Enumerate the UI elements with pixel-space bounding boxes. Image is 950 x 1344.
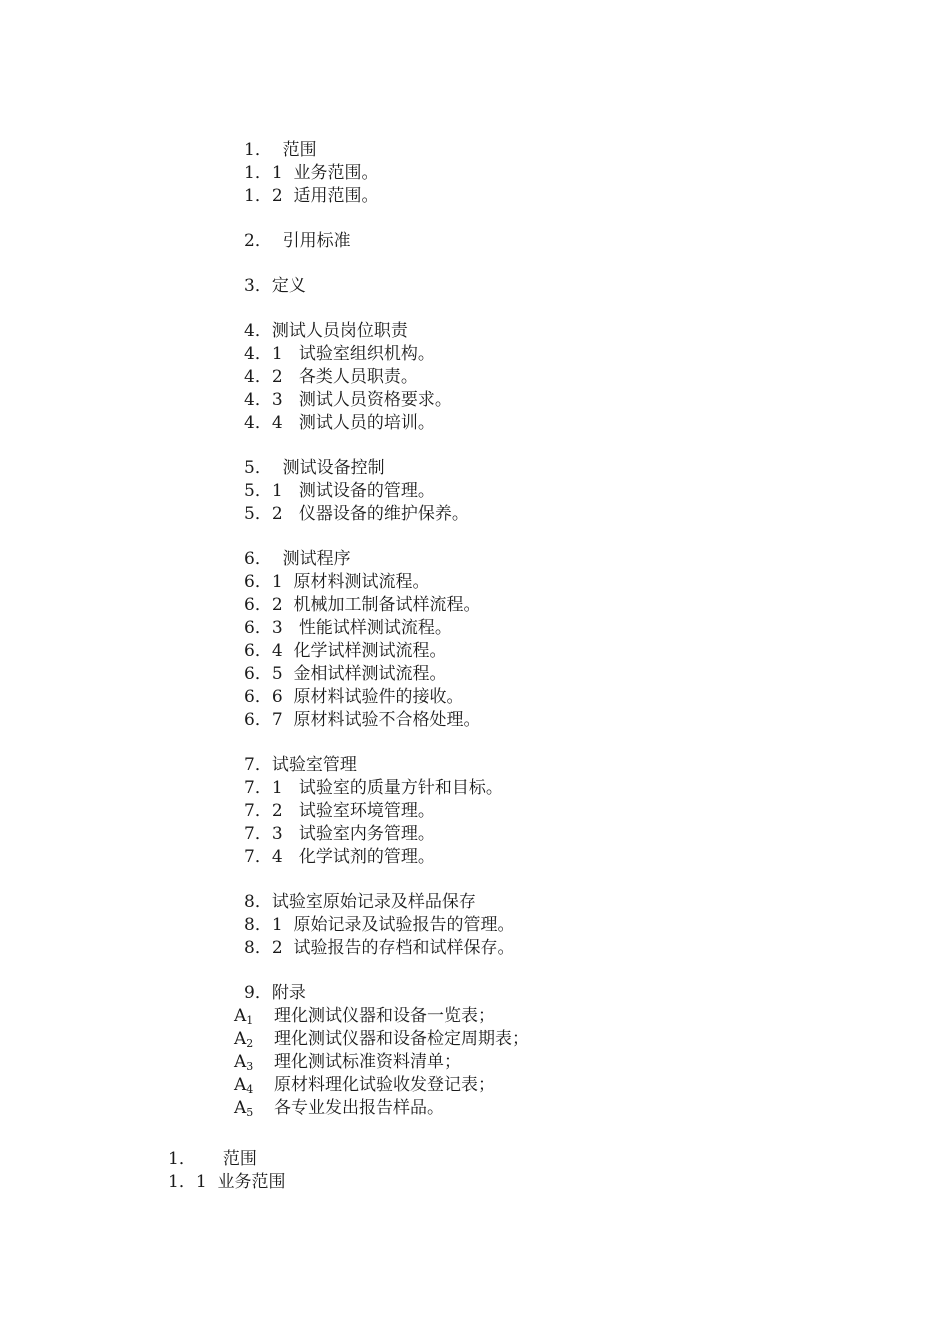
- toc-subsection-item: 6．7 原材料试验不合格处理。: [244, 710, 481, 730]
- appendix-text: 原材料理化试验收发登记表；: [274, 1075, 495, 1095]
- appendix-label: [234, 1097, 274, 1124]
- toc-subsection-item: 6．3 性能试样测试流程。: [244, 618, 452, 638]
- subsection-heading: 1．1 业务范围: [168, 1172, 286, 1192]
- toc-subsection-item: 4．4 测试人员的培训。: [244, 413, 435, 433]
- toc-subsection-item: 1．2 适用范围。: [244, 186, 379, 206]
- appendix-letter: A: [234, 1075, 247, 1095]
- appendix-item: [234, 1005, 495, 1027]
- toc-subsection-item: 8．1 原始记录及试验报告的管理。: [244, 915, 515, 935]
- toc-section-title: 3．定义: [244, 276, 306, 296]
- appendix-index: 2: [246, 1037, 254, 1050]
- toc-section-title: 2． 引用标准: [244, 231, 351, 251]
- appendix-index: 4: [246, 1083, 254, 1096]
- appendix-item: [234, 1051, 461, 1073]
- appendix-letter: A: [234, 1098, 247, 1118]
- appendix-letter: A: [234, 1006, 247, 1026]
- toc-subsection-item: 6．2 机械加工制备试样流程。: [244, 595, 481, 615]
- toc-subsection-item: 7．1 试验室的质量方针和目标。: [244, 778, 503, 798]
- appendix-index: 1: [246, 1014, 254, 1027]
- toc-section-title: 9．附录: [244, 983, 306, 1003]
- toc-subsection-item: 5．1 测试设备的管理。: [244, 481, 435, 501]
- toc-subsection-item: 4．1 试验室组织机构。: [244, 344, 435, 364]
- appendix-index: 3: [246, 1060, 254, 1073]
- toc-subsection-item: 6．4 化学试样测试流程。: [244, 641, 447, 661]
- section-heading: 1． 范围: [168, 1149, 257, 1169]
- toc-subsection-item: 8．2 试验报告的存档和试样保存。: [244, 938, 515, 958]
- toc-section-title: 6． 测试程序: [244, 549, 351, 569]
- toc-section-title: 8．试验室原始记录及样品保存: [244, 892, 476, 912]
- appendix-item: [234, 1097, 444, 1119]
- toc-subsection-item: 4．2 各类人员职责。: [244, 367, 418, 387]
- toc-section-title: 1． 范围: [244, 140, 317, 160]
- toc-subsection-item: 6．1 原材料测试流程。: [244, 572, 430, 592]
- toc-subsection-item: 5．2 仪器设备的维护保养。: [244, 504, 469, 524]
- toc-subsection-item: 6．5 金相试样测试流程。: [244, 664, 447, 684]
- appendix-item: [234, 1074, 495, 1096]
- appendix-letter: A: [234, 1052, 247, 1072]
- toc-subsection-item: 7．3 试验室内务管理。: [244, 824, 435, 844]
- appendix-text: 各专业发出报告样品。: [274, 1098, 444, 1118]
- appendix-text: 理化测试仪器和设备检定周期表；: [274, 1029, 529, 1049]
- appendix-text: 理化测试仪器和设备一览表；: [274, 1006, 495, 1026]
- toc-subsection-item: 7．2 试验室环境管理。: [244, 801, 435, 821]
- appendix-index: 5: [246, 1106, 254, 1119]
- toc-subsection-item: 4．3 测试人员资格要求。: [244, 390, 452, 410]
- toc-subsection-item: 1．1 业务范围。: [244, 163, 379, 183]
- toc-section-title: 5． 测试设备控制: [244, 458, 385, 478]
- appendix-item: [234, 1028, 529, 1050]
- toc-subsection-item: 6．6 原材料试验件的接收。: [244, 687, 464, 707]
- appendix-letter: A: [234, 1029, 247, 1049]
- toc-subsection-item: 7．4 化学试剂的管理。: [244, 847, 435, 867]
- toc-section-title: 4．测试人员岗位职责: [244, 321, 408, 341]
- appendix-text: 理化测试标准资料清单；: [274, 1052, 461, 1072]
- toc-section-title: 7．试验室管理: [244, 755, 357, 775]
